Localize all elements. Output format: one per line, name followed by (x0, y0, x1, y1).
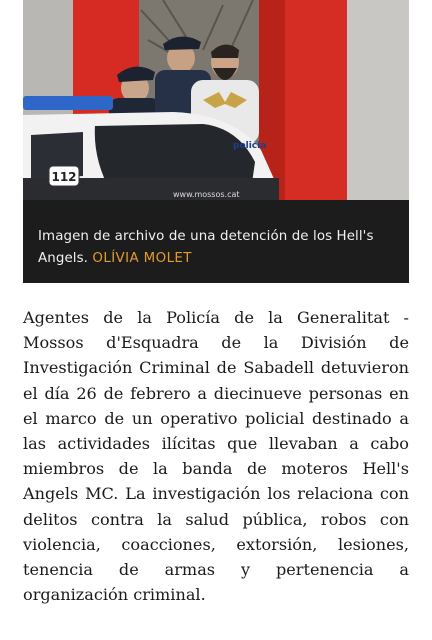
article-photo (23, 0, 409, 200)
arrest-scene-image (23, 0, 409, 200)
car-plate-text: 112 (51, 170, 77, 184)
photo-caption (23, 200, 409, 283)
article-paragraph: Agentes de la Policía de la Generalitat - Mossos d'Esquadra de la División de Investigación Criminal de Sabadell detuvieron el día 26 de febrero a diecinueve personas en el marco de un operativo policial destinado a las actividades ilícitas que llevaban a cabo miembros de la banda de moteros Hell's Angels MC. La investigación los relaciona con delitos contra la salud pública, robos con violencia, coacciones, extorsión, lesiones, tenencia de armas y pertenencia a organización criminal. (23, 308, 409, 605)
car-door-text: policia (233, 141, 267, 151)
car-rear-text: www.mossos.cat (173, 190, 240, 199)
caption-credit: OLÍVIA MOLET (92, 251, 192, 266)
caption-text: Imagen de archivo de una detención de los Hell's Angels. (38, 229, 374, 266)
